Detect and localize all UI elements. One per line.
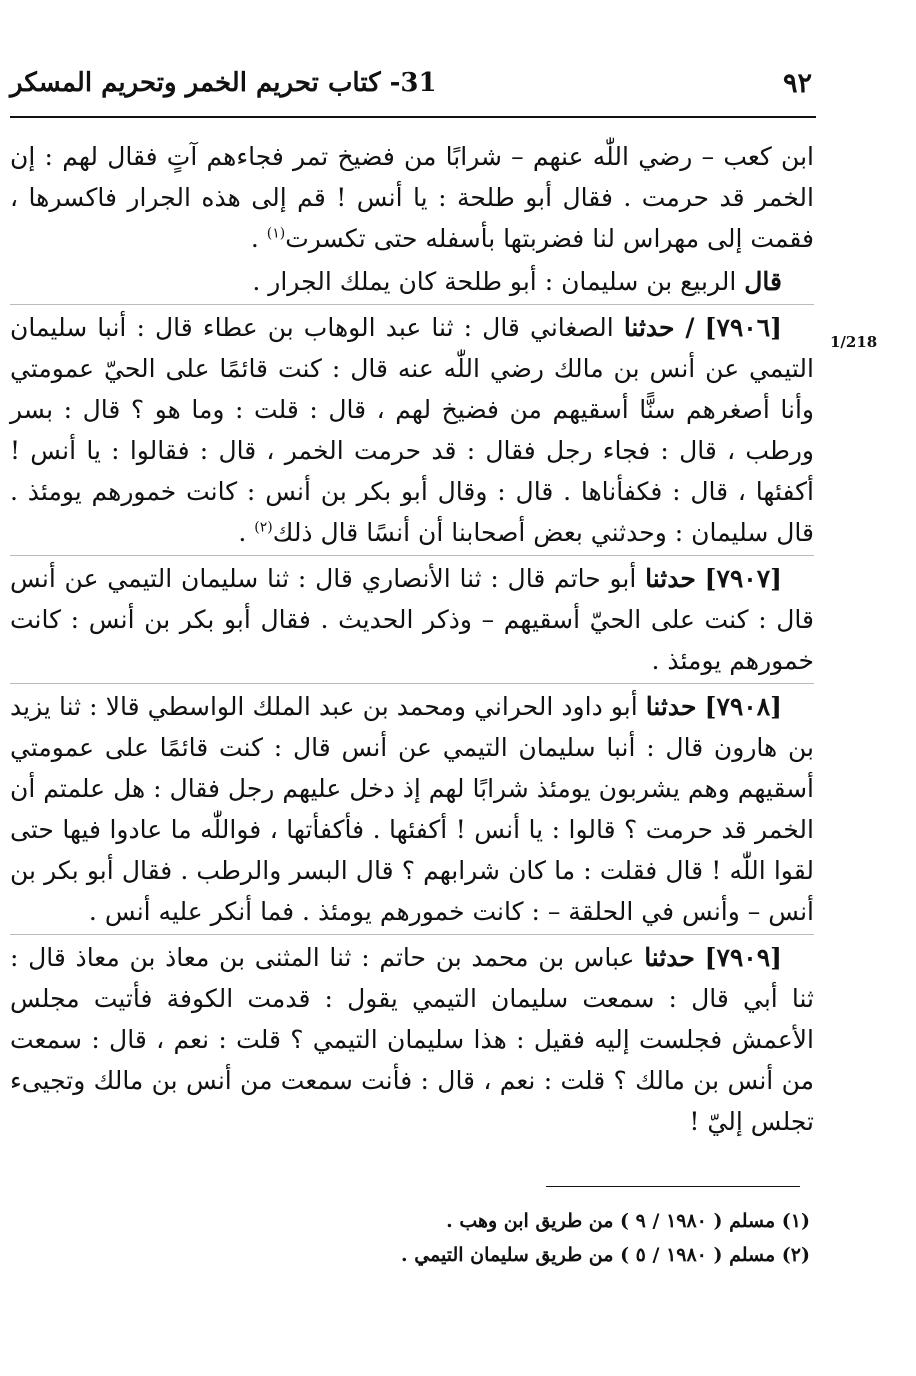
footnote-2: (٢) مسلم ( ١٩٨٠ / ٥ ) من طريق سليمان التيمي .: [400, 1244, 810, 1266]
hadith-text: أبو داود الحراني ومحمد بن عبد الملك الواسطي قالا : ثنا يزيد بن هارون قال : أنبا سليمان التيمي عن أنس قال : كنت قائمًا على عمومتي أسقيهم وهم يشربون يومئذ شرابًا لهم إذ دخل عليهم رجل فقال : هل علمتم أن الخمر قد حرمت ؟ قالوا : يا أنس ! أكفئها . فأكفأتها ، فواللّٰه ما عادوا فيها حتى لقوا اللّٰه ! قال فقلت : ما كان شرابهم ؟ قال البسر والرطب . فقال أبو بكر بن أنس – وأنس في الحلقة – : كانت خمورهم يومئذ . فما أنكر عليه أنس .: [10, 692, 814, 926]
footnote-ref: (٢): [254, 519, 273, 536]
paragraph-tail: .: [250, 224, 267, 253]
hadith-7907: [10, 555, 814, 681]
hadith-keyword: حدثنا: [644, 943, 695, 972]
footnote-1: (١) مسلم ( ١٩٨٠ / ٩ ) من طريق ابن وهب .: [446, 1210, 810, 1232]
hadith-number: [٧٩٠٦]: [704, 313, 783, 342]
footnotes: [300, 1204, 810, 1272]
paragraph-comment: [10, 261, 814, 302]
footnote-divider: [546, 1186, 800, 1187]
hadith-7909: [10, 934, 814, 1142]
lead-word: قال: [744, 267, 782, 296]
paragraph-continuation: [10, 136, 814, 259]
page-number: ٩٢: [782, 68, 812, 99]
hadith-7908: [10, 683, 814, 932]
hadith-7906: [10, 304, 814, 553]
hadith-number: [٧٩٠٧]: [704, 564, 782, 593]
hadith-text: عباس بن محمد بن حاتم : ثنا المثنى بن معاذ بن معاذ قال : ثنا أبي قال : سمعت سليمان التيمي يقول : قدمت الكوفة فأتيت مجلس الأعمش فجلست إليه فقيل : هذا سليمان التيمي ؟ قلت : نعم ، قال : سمعت من أنس بن مالك ؟ قلت : نعم ، قال : فأنت سمعت من أنس بن مالك وتجيىء تجلس إليّ !: [10, 943, 814, 1136]
hadith-keyword: حدثنا: [645, 692, 697, 721]
paragraph-tail: .: [238, 518, 255, 547]
hadith-text: الصغاني قال : ثنا عبد الوهاب بن عطاء قال : أنبا سليمان التيمي عن أنس بن مالك رضي اللّٰه عنه قال : كنت قائمًا على الحيّ عمومتي وأنا أصغرهم سنًّا أسقيهم من فضيخ لهم ، قال : قلت : وما هو ؟ قال : بسر ورطب ، قال : فجاء رجل فقال : قد حرمت الخمر ، قال : فقالوا : يا أنس ! أكفئها ، قال : فكفأناها . قال : وقال أبو بكر بن أنس : كانت خمورهم يومئذ . قال سليمان : وحدثني بعض أصحابنا أن أنسًا قال ذلك: [10, 313, 814, 547]
paragraph-text: الربيع بن سليمان : أبو طلحة كان يملك الجرار .: [252, 267, 745, 296]
footnote-ref: (١): [266, 225, 286, 242]
hadith-number: [٧٩٠٨]: [704, 692, 782, 721]
hadith-text: أبو حاتم قال : ثنا الأنصاري قال : ثنا سليمان التيمي عن أنس قال : كنت على الحيّ أسقيهم – وذكر الحديث . فقال أبو بكر بن أنس : كانت خمورهم يومئذ .: [10, 564, 814, 675]
manuscript-folio-note: 1/218: [830, 333, 878, 351]
hadith-keyword: / حدثنا: [623, 313, 695, 342]
chapter-title: 31- كتاب تحريم الخمر وتحريم المسكر: [10, 68, 437, 98]
paragraph-text: ابن كعب – رضي اللّٰه عنهم – شرابًا من فضيخ تمر فجاءهم آتٍ فقال لهم : إن الخمر قد حرمت . فقال أبو طلحة : يا أنس ! قم إلى هذه الجرار فاكسرها ، فقمت إلى مهراس لنا فضربتها بأسفله حتى تكسرت: [10, 142, 814, 253]
header-divider: [10, 116, 816, 118]
page-header: [10, 66, 816, 106]
hadith-keyword: حدثنا: [645, 564, 696, 593]
main-text: [10, 136, 814, 1144]
hadith-number: [٧٩٠٩]: [704, 943, 782, 972]
